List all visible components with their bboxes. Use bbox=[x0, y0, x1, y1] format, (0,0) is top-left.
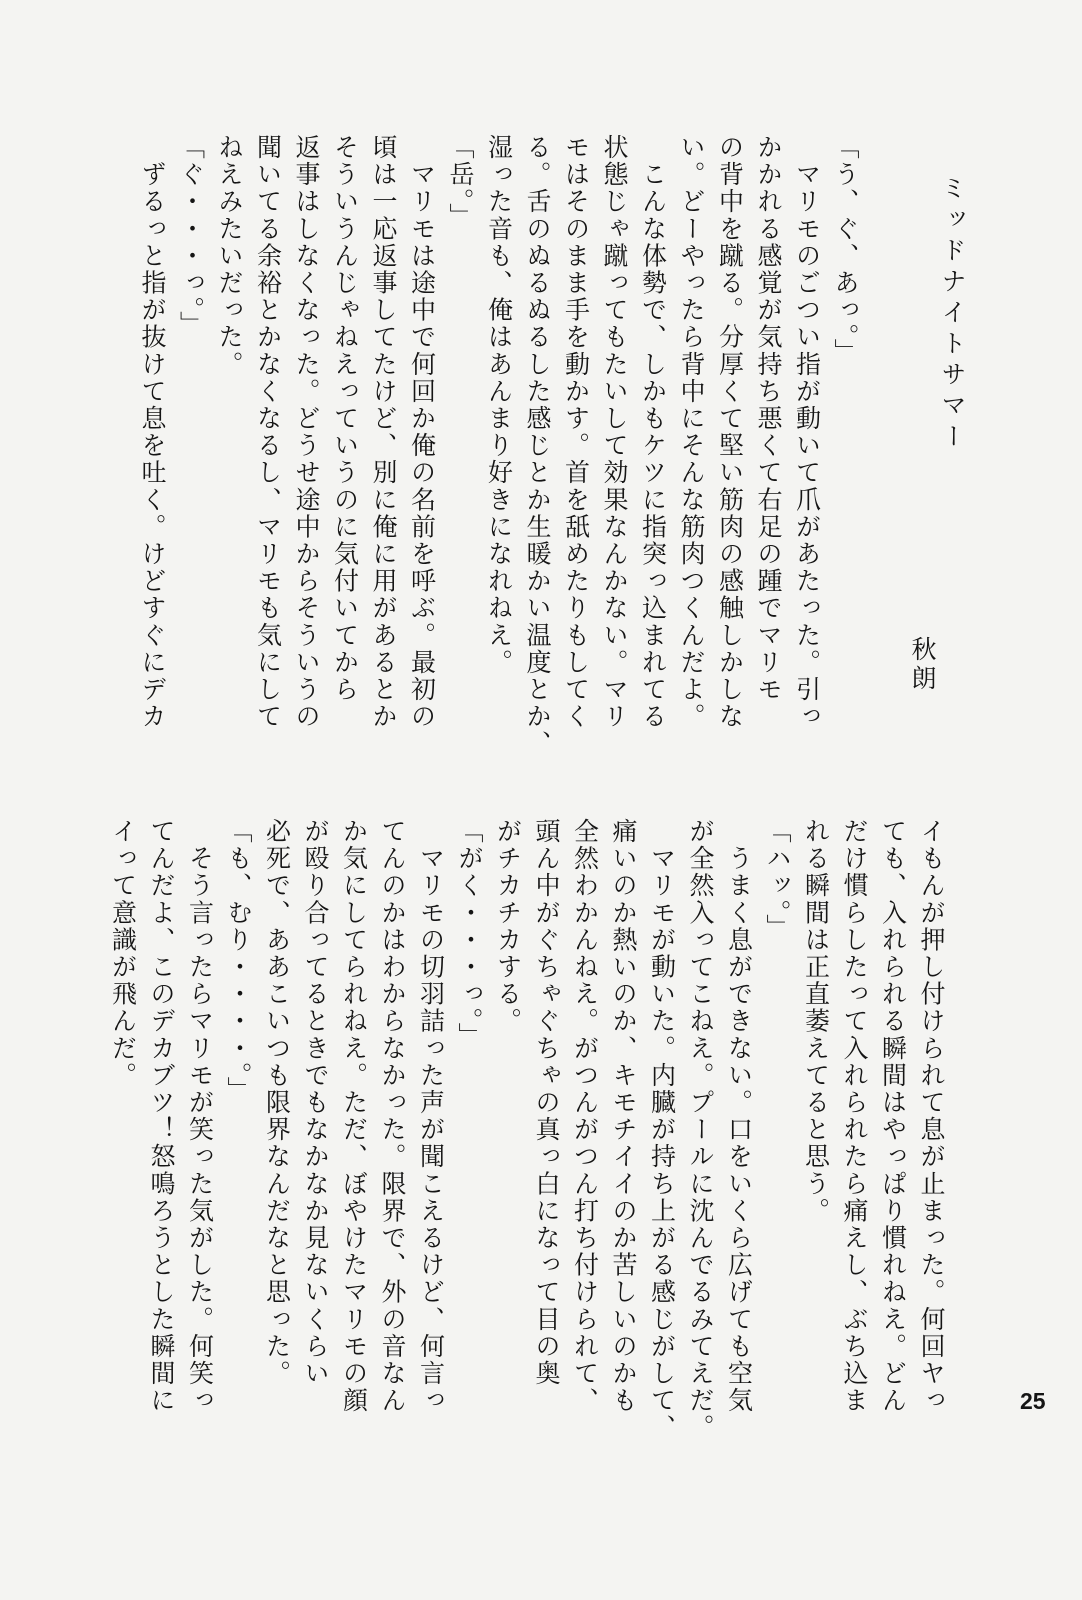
author-name: 秋朗 bbox=[908, 636, 937, 694]
page-number: 25 bbox=[1020, 1388, 1046, 1414]
text-block-upper: 「う、ぐ、あっ。」 マリモのごつい指が動いて爪があたった。引っ かかれる感覚が気持ち悪くて右足の踵でマリモ の背中を蹴る。分厚くて堅い筋肉の感触しかしな い。どーやったら背中にそんな筋肉つくんだよ。 こんな体勢で、しかもケツに指突っ込まれてる 状態じゃ蹴ってもたいして効果なんかない。マリ モはそのまま手を動かす。首を舐めたりもしてく る。舌のぬるぬるした感じとか生暖かい温度とか、 湿った音も、俺はあんまり好きになれねえ。 「岳。」 マリモは途中で何回か俺の名前を呼ぶ。最初の 頃は一応返事してたけど、別に俺に用があるとか そういうんじゃねえっていうのに気付いてから 返事はしなくなった。どうせ途中からそういうの 聞いてる余裕とかなくなるし、マリモも気にして ねえみたいだった。 「ぐ・・・っ。」 ずるっと指が抜けて息を吐く。けどすぐにデカ bbox=[138, 134, 860, 758]
story-title: ミッドナイトサマー bbox=[938, 175, 967, 454]
text-block-lower: イもんが押し付けられて息が止まった。何回ヤっ ても、入れられる瞬間はやっぱり慣れねえ。どん だけ慣らしたって入れられたら痛えし、ぶち込ま れる瞬間は正直萎えてると思う。 「ハッ。」 うまく息ができない。口をいくら広げても空気 が全然入ってこねえ。プールに沈んでるみてえだ。 マリモが動いた。内臓が持ち上がる感じがして、 痛いのか熱いのか、キモチイイのか苦しいのかも 全然わかんねえ。がつんがつん打ち付けられて、 頭ん中がぐちゃぐちゃの真っ白になって目の奥 がチカチカする。 「がく・・・っ。」 マリモの切羽詰った声が聞こえるけど、何言っ てんのかはわからなかった。限界で、外の音なん か気にしてられねえ。ただ、ぼやけたマリモの顔 が殴り合ってるときでもなかなか見ないくらい 必死で、ああこいつも限界なんだなと思った。 「も、むり・・・・。」 そう言ったらマリモが笑った気がした。何笑っ てんだよ、このデカブツ！怒鳴ろうとした瞬間に イって意識が飛んだ。 bbox=[108, 818, 946, 1442]
